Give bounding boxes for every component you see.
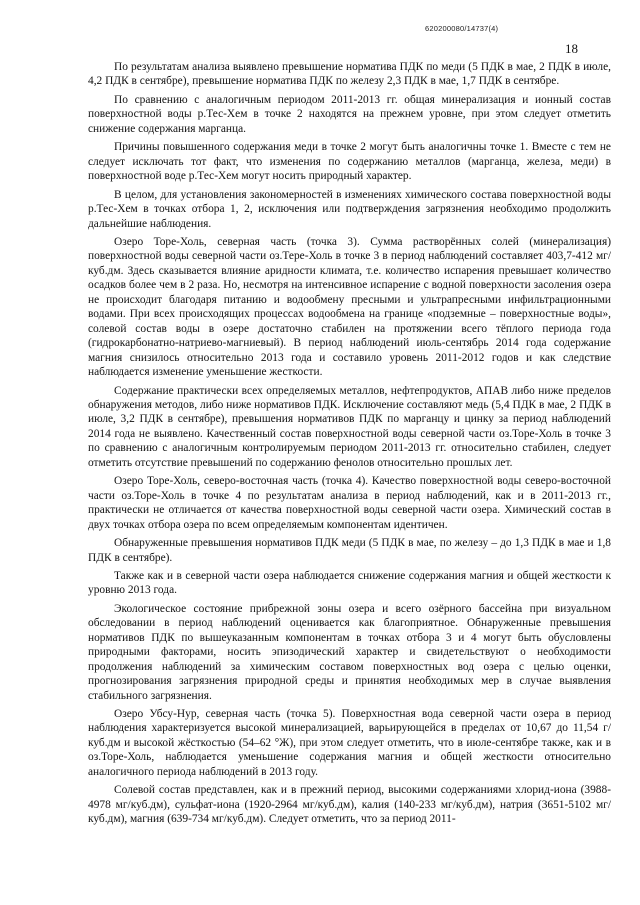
body-text: [88, 60, 611, 831]
page-number: 18: [565, 41, 578, 56]
paragraph: Озеро Торе-Холь, северная часть (точка 3). Сумма растворённых солей (минерализация) поверхностной воды северной части оз.Тере-Холь в точке 3 в период наблюдений составляет 403,7-412 мг/куб.дм. Здесь сказывается влияние аридности климата, т.е. количество испарения превышает количество осадков более чем в 2 раза. Но, несмотря на интенсивное испарение с водной поверхности засоления озера не происходит благодаря питанию и водообмену пресными и ультрапресными инфильтрационными водами. При всех происходящих процессах водообмена на границе «подземные – поверхностные воды», солевой состав воды в озере достаточно стабилен на протяжении всего тёплого периода года (гидрокарбонатно-натриево-магниевый). В период наблюдений июль-сентябрь 2014 года содержание магния снизилось относительно 2013 года и составило уровень 2011-2012 годов и как следствие наблюдается изменение уменьшение жесткости.: [88, 235, 611, 379]
paragraph: Солевой состав представлен, как и в прежний период, высокими содержаниями хлорид-иона (3988-4978 мг/куб.дм), сульфат-иона (1920-2964 мг/куб.дм), калия (140-233 мг/куб.дм), натрия (3651-5102 мг/куб.дм), магния (639-734 мг/куб.дм). Следует отметить, что за период 2011-: [88, 784, 611, 826]
paragraph: Также как и в северной части озера наблюдается снижение содержания магния и общей жесткости к уровню 2013 года.: [88, 569, 611, 597]
paragraph: По сравнению с аналогичным периодом 2011-2013 гг. общая минерализация и ионный состав поверхностной воды р.Тес-Хем в точке 2 находятся на прежнем уровне, при этом следует отметить снижение содержания марганца.: [88, 93, 611, 135]
paragraph: В целом, для установления закономерностей в изменениях химического состава поверхностной воды р.Тес-Хем в точках отбора 1, 2, исключения или подтверждения загрязнения необходимо продолжить дальнейшие наблюдения.: [88, 188, 611, 230]
paragraph: Причины повышенного содержания меди в точке 2 могут быть аналогичны точке 1. Вместе с тем не следует исключать тот факт, что изменения по содержанию металлов (марганца, железа, меди) в поверхностной воде р.Тес-Хем могут носить природный характер.: [88, 141, 611, 183]
paragraph: Озеро Торе-Холь, северо-восточная часть (точка 4). Качество поверхностной воды северо-восточной части оз.Торе-Холь в точке 4 по результатам анализа в период наблюдений, как и в 2011-2013 гг., практически не отличается от качества поверхностной воды северной части озера. Химический состав в двух точках отбора озера по всем определяемым компонентам идентичен.: [88, 475, 611, 531]
paragraph: По результатам анализа выявлено превышение норматива ПДК по меди (5 ПДК в мае, 2 ПДК в июле, 4,2 ПДК в сентябре), превышение норматива ПДК по железу 2,3 ПДК в мае, 1,7 ПДК в сентябре.: [88, 61, 611, 88]
paragraph: Экологическое состояние прибрежной зоны озера и всего озёрного бассейна при визуальном обследовании в период наблюдений оценивается как благоприятное. Обнаруженные превышения нормативов ПДК по вышеуказанным компонентам в точках отбора 3 и 4 могут быть обусловлены природными факторами, носить эпизодический характер и свидетельствуют о необходимости продолжения наблюдений за химическим составом поверхностных вод озера с целью оценки, прогнозирования загрязнения природной среды и принятия необходимых мер в случае выявления стабильного загрязнения.: [88, 602, 611, 702]
paragraph: Озеро Убсу-Нур, северная часть (точка 5). Поверхностная вода северной части озера в период наблюдения характеризуется высокой минерализацией, варьирующейся в пределах от 10,67 до 11,54 г/куб.дм и высокой жёсткостью (54–62 °Ж), при этом следует отметить, что в июле-сентябре также, как и в оз.Торе-Холь, наблюдается уменьшение содержания магния и общей жесткости относительно аналогичного периода наблюдений в 2013 году.: [88, 708, 611, 778]
paragraph: Обнаруженные превышения нормативов ПДК меди (5 ПДК в мае, по железу – до 1,3 ПДК в мае и 1,8 ПДК в сентябре).: [88, 537, 611, 564]
document-id: 620200080/14737(4): [425, 24, 499, 33]
paragraph: Содержание практически всех определяемых металлов, нефтепродуктов, АПАВ либо ниже пределов обнаружения методов, либо ниже нормативов ПДК. Исключение составляют медь (5,4 ПДК в мае, 2 ПДК в июле, 3,2 ПДК в сентябре), превышения нормативов ПДК по марганцу и цинку за период наблюдений 2014 года не выявлено. Качественный состав поверхностной воды северной части оз.Торе-Холь в точке 3 по сравнению с аналогичным контролируемым периодом 2011-2013 гг. относительно стабилен, следует отметить отсутствие превышений по содержанию фенолов относительно прошлых лет.: [88, 384, 611, 469]
